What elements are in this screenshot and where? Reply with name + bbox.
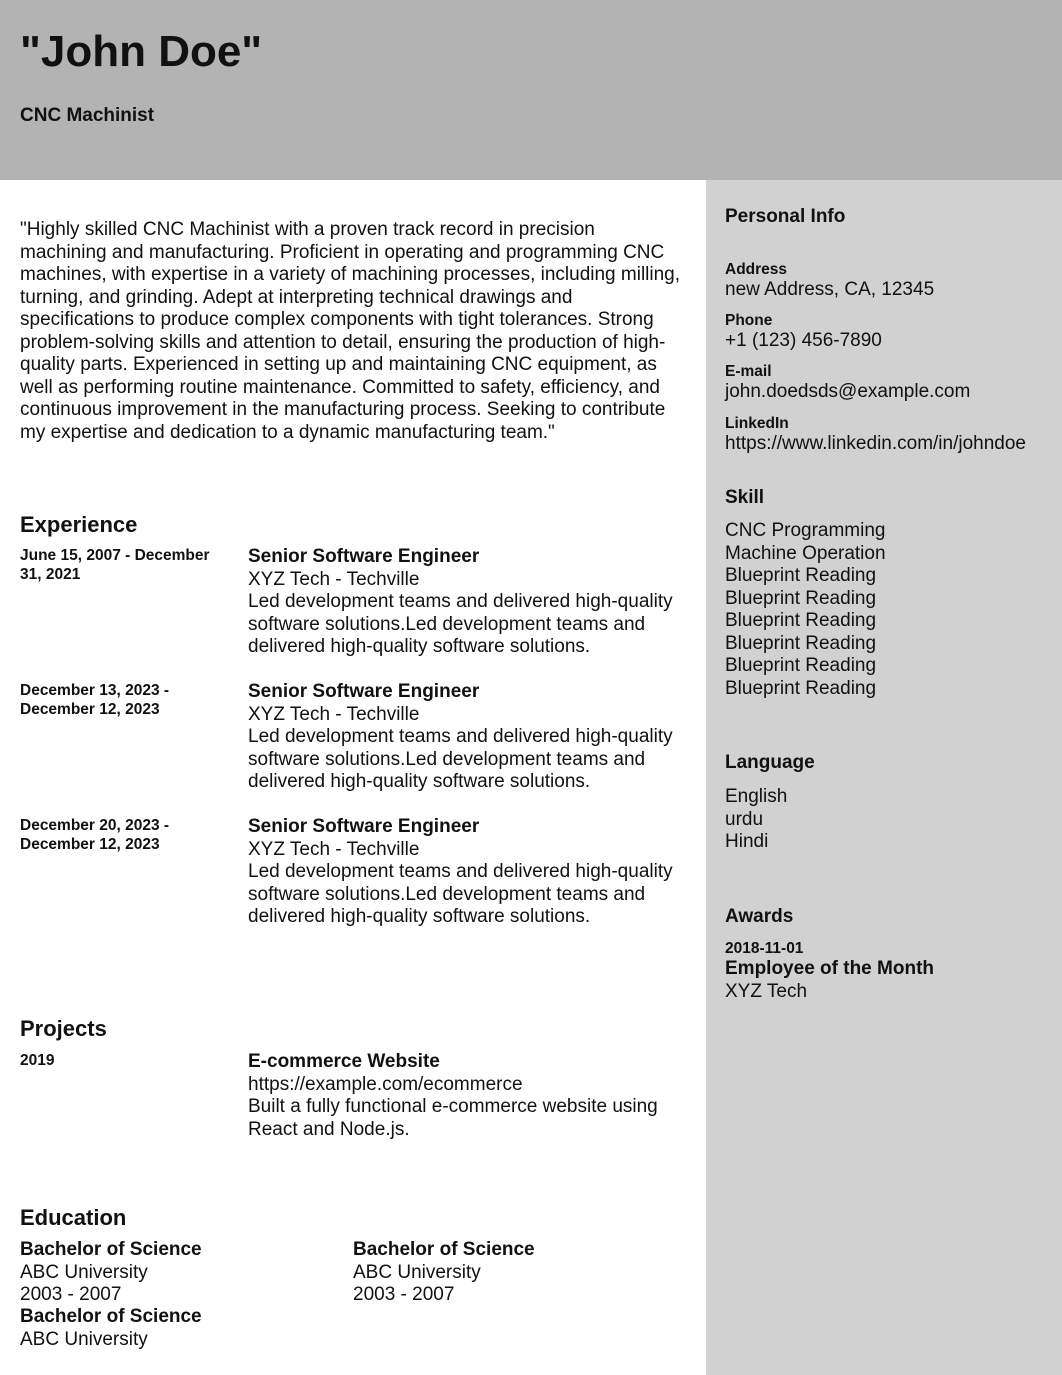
candidate-role: CNC Machinist [20,105,155,126]
project-entry [20,1051,690,1141]
skill-item: CNC Programming [725,520,886,541]
skill-heading: Skill [725,487,765,508]
linkedin-value: https://www.linkedin.com/in/johndoe [725,433,1026,454]
address-label: Address [725,261,788,278]
projects-heading: Projects [20,1016,107,1041]
education-degree: Bachelor of Science [20,1239,202,1260]
experience-title: Senior Software Engineer [248,681,480,702]
experience-company: XYZ Tech - Techville [248,838,420,860]
award-date: 2018-11-01 [725,940,804,957]
experience-company: XYZ Tech - Techville [248,568,420,590]
experience-heading: Experience [20,512,138,537]
resume-header [0,0,1062,180]
award-title: Employee of the Month [725,958,934,979]
experience-entry [20,681,690,811]
education-entry [353,1239,673,1307]
skill-item: Blueprint Reading [725,587,877,609]
experience-title: Senior Software Engineer [248,816,480,837]
project-url: https://example.com/ecommerce [248,1073,523,1095]
education-entry [20,1306,340,1351]
main-column [0,180,706,1375]
skill-item: Blueprint Reading [725,610,877,631]
summary-text: "Highly skilled CNC Machinist with a proven track record in precision machining and manufacturing. Proficient in operating and programming CNC machines, with expertise in a variety of machining processes, including milling, turning, and grinding. Adept at interpreting technical drawings and specifications to produce complex components with tight tolerances. Strong problem-solving skills and attention to detail, ensuring the production of high-quality parts. Experienced in setting up and maintaining CNC equipment, as well as performing routine maintenance. Committed to safety, efficiency, and continuous improvement in the manufacturing process. Seeking to contribute my expertise and dedication to a dynamic manufacturing team." [20,219,681,443]
experience-description: Led development teams and delivered high-quality software solutions.Led development teams and delivered high-quality software solutions. [248,861,673,927]
education-degree: Bachelor of Science [353,1239,535,1260]
experience-title: Senior Software Engineer [248,546,480,567]
skill-item: Blueprint Reading [725,677,877,699]
project-date: 2019 [20,1052,55,1069]
education-heading: Education [20,1205,127,1230]
experience-description: Led development teams and delivered high-quality software solutions.Led development teams and delivered high-quality software solutions. [248,591,673,657]
award-org: XYZ Tech [725,981,808,1002]
candidate-name: "John Doe" [20,27,263,76]
experience-description: Led development teams and delivered high-quality software solutions.Led development teams and delivered high-quality software solutions. [248,726,673,792]
experience-company: XYZ Tech - Techville [248,703,420,725]
education-degree: Bachelor of Science [20,1306,202,1327]
experience-date: December 13, 2023 - December 12, 2023 [20,682,170,718]
skill-item: Blueprint Reading [725,655,877,676]
language-item: English [725,786,788,807]
linkedin-label: LinkedIn [725,415,789,432]
education-school: ABC University [20,1261,148,1283]
language-heading: Language [725,752,815,773]
email-value: john.doedsds@example.com [725,381,971,402]
education-years: 2003 - 2007 [353,1284,455,1305]
phone-label: Phone [725,312,773,329]
project-title: E-commerce Website [248,1051,440,1072]
experience-entry [20,546,690,676]
skill-list [725,520,886,700]
awards-heading: Awards [725,906,794,927]
education-school: ABC University [20,1328,148,1350]
address-value: new Address, CA, 12345 [725,279,935,300]
experience-date: December 20, 2023 - December 12, 2023 [20,817,170,853]
skill-item: Blueprint Reading [725,565,877,586]
language-item: urdu [725,808,764,830]
education-entry [20,1239,340,1307]
skill-item: Blueprint Reading [725,632,877,654]
experience-entry [20,816,690,946]
project-description: Built a fully functional e-commerce website using React and Node.js. [248,1096,658,1140]
language-list [725,786,787,854]
email-label: E-mail [725,363,772,380]
personal-info-heading: Personal Info [725,206,846,227]
education-school: ABC University [353,1261,481,1283]
skill-item: Machine Operation [725,542,886,564]
education-years: 2003 - 2007 [20,1284,122,1305]
language-item: Hindi [725,831,769,852]
sidebar [706,180,1062,1375]
experience-date: June 15, 2007 - December 31, 2021 [20,547,210,583]
phone-value: +1 (123) 456-7890 [725,330,882,351]
